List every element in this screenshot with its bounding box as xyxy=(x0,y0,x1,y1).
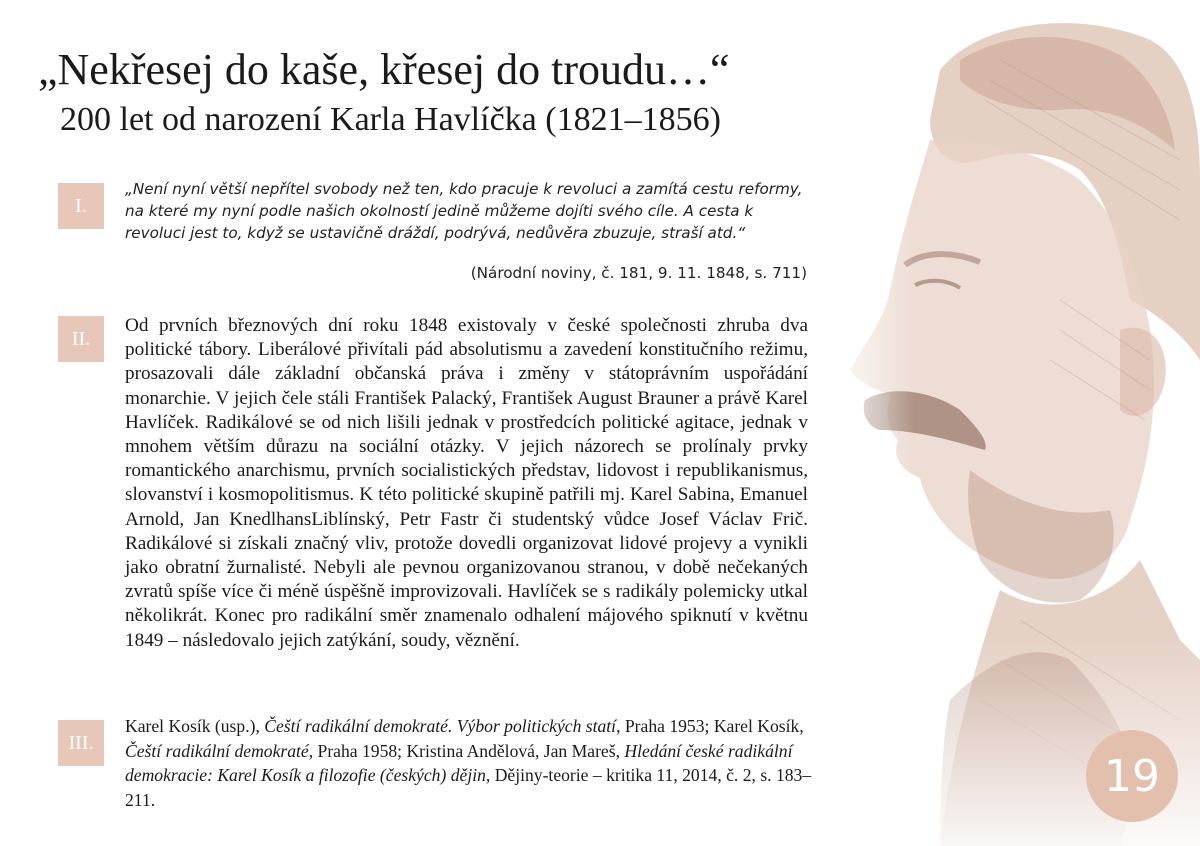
section-marker-1: I. xyxy=(58,183,104,229)
ref1-tail: , Praha 1953; xyxy=(616,716,714,736)
page-title: „Nekřesej do kaše, křesej do troudu…“ xyxy=(38,45,730,94)
portrait-illustration xyxy=(820,0,1200,846)
body-paragraph: Od prvních březnových dní roku 1848 existovaly v české společnosti zhruba dva politické tábory. Liberálové přivítali pád absolutismu a zavedení konstitučního režimu, prosazovali dále základní občanská práva i změny v státoprávním uspořádání monarchie. V jejich čele stáli František Palacký, František August Brauner a právě Karel Havlíček. Radikálové se od nich lišili jednak v prostředcích politické agitace, jednak v mnohem větším důrazu na sociální otázky. V jejich názorech se prolínaly prvky romantického anarchismu, prvních socialistických představ, lidovost i republikanismus, slovanství i kosmopolitismus. K této politické skupině patřili mj. Karel Sabina, Emanuel Arnold, Jan KnedlhansLiblínský, Petr Fastr či studentský vůdce Josef Václav Frič. Radikálové si získali značný vliv, protože dovedli organizovat lidové projevy a vynikli jako obratní žurnalisté. Nebyli ale pevnou organizovanou stranou, v době nečekaných zvratů spíše více či méně úspěšně improvizovali. Havlíček se s radikály polemicky utkal několikrát. Konec pro radikální směr znamenalo odhalení májového spiknutí v květnu 1849 – následovalo jejich zatýkání, soudy, věznění. xyxy=(125,315,808,651)
quote-text: „Není nyní větší nepřítel svobody než ten, kdo pracuje k revoluci a zamítá cestu reformy, na které my nyní podle našich okolností jedině můžeme dojíti svého cíle. A cesta k revoluci jest to, když se ustavičně dráždí, podrývá, nedůvěra zbuzuje, straší atd.“ xyxy=(125,180,803,242)
quote-source: (Národní noviny, č. 181, 9. 11. 1848, s. 711) xyxy=(470,264,807,282)
ref3-title: Hledání české radikální demokracie: Karel Kosík a filozofie (českých) dějin xyxy=(125,740,793,785)
ref1-title: Čeští radikální demokraté. Výbor politických statí xyxy=(264,716,617,736)
portrait-svg xyxy=(820,0,1200,846)
references xyxy=(125,714,815,812)
ref3-tail: , Dějiny-teorie – kritika 11, 2014, č. 2, s. 183–211. xyxy=(125,765,812,810)
page-subtitle: 200 let od narození Karla Havlíčka (1821–1856) xyxy=(60,101,721,138)
ref2-tail: , Praha 1958; Kristina Andělová, Jan Mareš, xyxy=(308,740,625,761)
section-marker-3: III. xyxy=(58,720,104,766)
ref2-author: Karel Kosík, xyxy=(713,716,804,736)
ref1-author: Karel Kosík (usp.), xyxy=(125,716,265,736)
section-marker-2: II. xyxy=(58,316,104,362)
ref2-title: Čeští radikální demokraté xyxy=(125,740,309,761)
page-number-badge: 19 xyxy=(1086,730,1178,822)
